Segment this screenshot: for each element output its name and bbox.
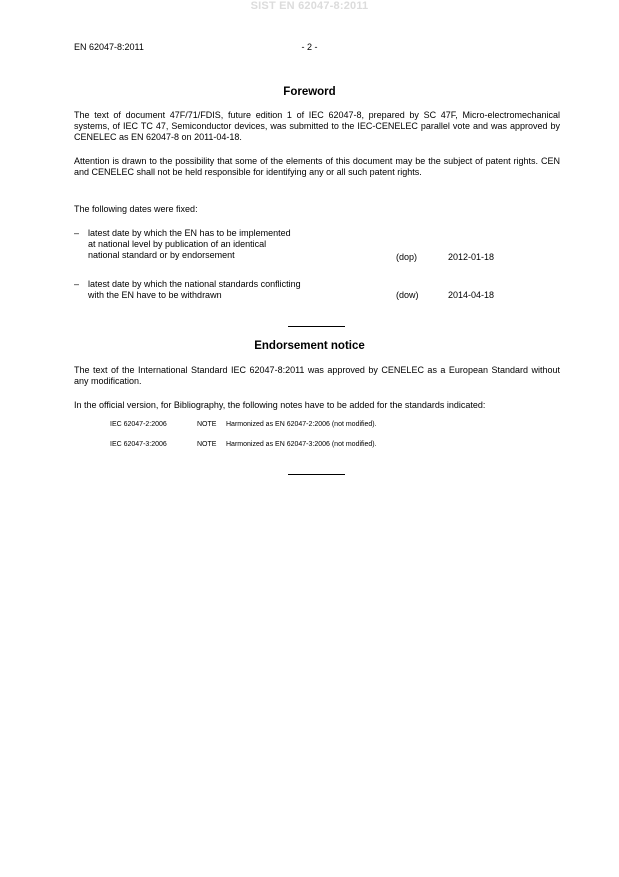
date-item-line: with the EN have to be withdrawn [88,290,222,300]
foreword-paragraph-3: The following dates were fixed: [74,204,198,214]
document-id: EN 62047-8:2011 [74,42,144,52]
endorsement-paragraph-1: The text of the International Standard IEC 62047-8:2011 was approved by CENELEC as a European Standard without any modification. [74,365,560,386]
note-text: Harmonized as EN 62047-3:2006 (not modified). [226,441,377,448]
endorsement-paragraph-2: In the official version, for Bibliography, the following notes have to be added for the standards indicated: [74,400,486,410]
date-item-dash: – [74,279,80,289]
date-item-description [88,228,358,261]
date-item-date: 2012-01-18 [448,252,495,262]
date-item-line: latest date by which the EN has to be implemented [88,228,291,238]
note-reference: IEC 62047-2:2006 [110,421,167,428]
section-divider [288,326,345,327]
date-item-line: national standard or by endorsement [88,250,235,260]
section-divider [288,474,345,475]
note-label: NOTE [197,441,217,448]
foreword-paragraph-1: The text of document 47F/71/FDIS, future edition 1 of IEC 62047-8, prepared by SC 47F, Micro-electromechanical systems, of IEC TC 47, Semiconductor devices, was submitted to the IEC-CENELEC parallel vote and was approved by CENELEC as EN 62047-8 on 2011-04-18. [74,110,560,142]
date-item-line: latest date by which the national standards conflicting [88,279,301,289]
watermark: SIST EN 62047-8:2011 [250,0,369,12]
date-item-description [88,279,358,301]
endorsement-heading: Endorsement notice [254,340,365,352]
note-label: NOTE [197,421,217,428]
foreword-heading: Foreword [283,86,336,98]
date-item-date: 2014-04-18 [448,290,495,300]
date-item-line: at national level by publication of an identical [88,239,267,249]
note-reference: IEC 62047-3:2006 [110,441,167,448]
date-item-dash: – [74,228,80,238]
foreword-paragraph-2: Attention is drawn to the possibility that some of the elements of this document may be the subject of patent rights. CEN and CENELEC shall not be held responsible for identifying any or all such patent rights. [74,156,560,177]
date-item-code: (dow) [396,290,419,300]
page-number: - 2 - [301,42,318,52]
date-item-code: (dop) [396,252,418,262]
note-text: Harmonized as EN 62047-2:2006 (not modified). [226,421,377,428]
